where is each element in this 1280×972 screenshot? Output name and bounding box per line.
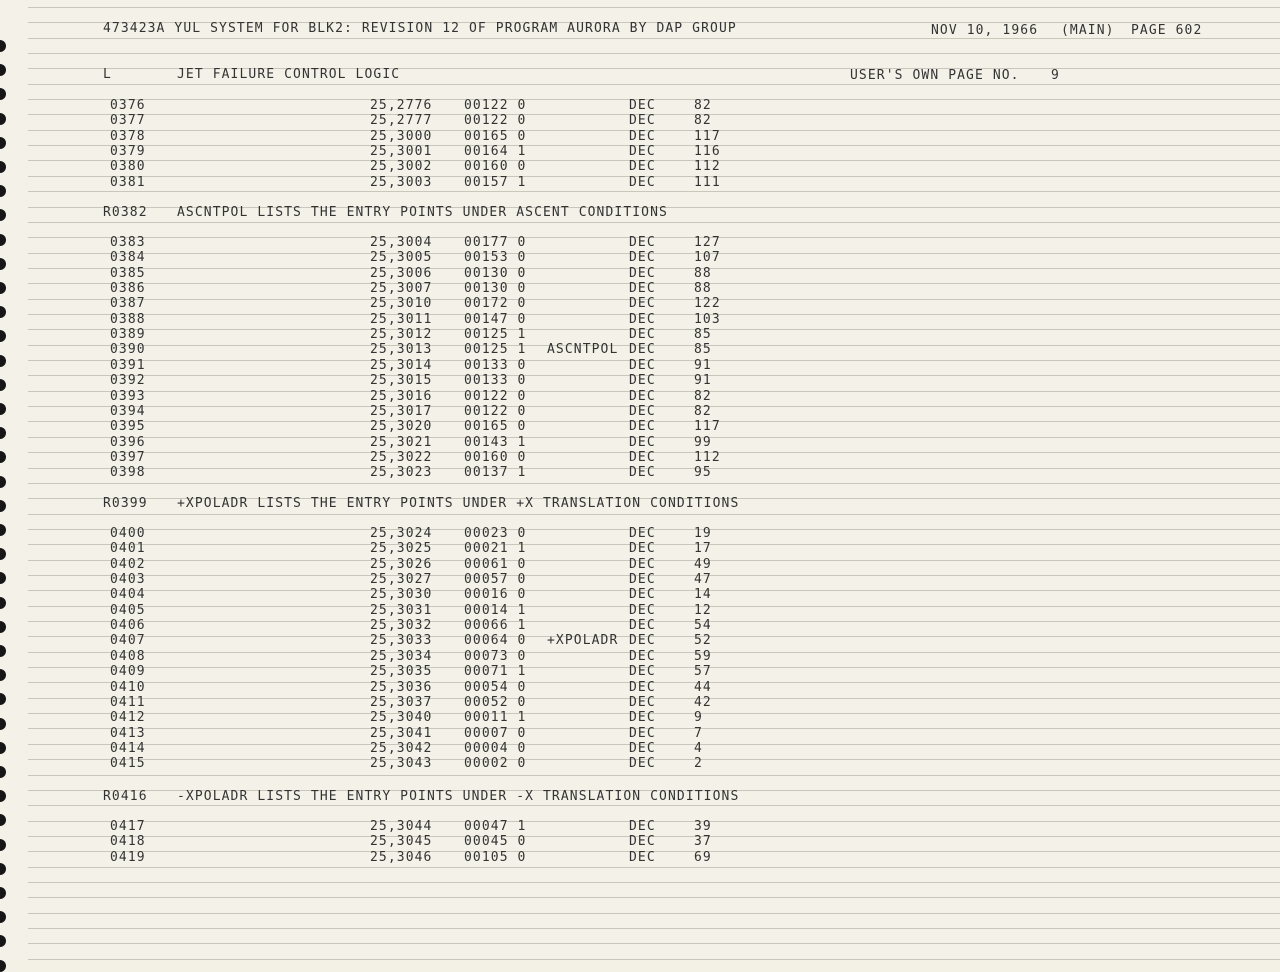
row-word: 00143 1 bbox=[464, 435, 527, 450]
row-op: DEC bbox=[629, 327, 656, 342]
row-word: 00057 0 bbox=[464, 572, 527, 587]
row-op: DEC bbox=[629, 649, 656, 664]
row-addr: 25,3033 bbox=[370, 633, 433, 648]
feed-hole bbox=[0, 403, 6, 415]
row-line: 0394 bbox=[110, 404, 146, 419]
row-val: 47 bbox=[694, 572, 712, 587]
row-addr: 25,3020 bbox=[370, 419, 433, 434]
subheader-title: JET FAILURE CONTROL LOGIC bbox=[177, 67, 401, 82]
row-op: DEC bbox=[629, 144, 656, 159]
row-line: 0402 bbox=[110, 557, 146, 572]
row-addr: 25,3041 bbox=[370, 726, 433, 741]
row-op: DEC bbox=[629, 526, 656, 541]
row-val: 91 bbox=[694, 358, 712, 373]
feed-hole bbox=[0, 282, 6, 294]
row-line: 0392 bbox=[110, 373, 146, 388]
row-val: 42 bbox=[694, 695, 712, 710]
remark-id: R0382 bbox=[103, 205, 148, 220]
feed-hole bbox=[0, 548, 6, 560]
row-word: 00002 0 bbox=[464, 756, 527, 771]
row-addr: 25,3004 bbox=[370, 235, 433, 250]
row-val: 2 bbox=[694, 756, 703, 771]
row-word: 00125 1 bbox=[464, 327, 527, 342]
row-addr: 25,3043 bbox=[370, 756, 433, 771]
row-addr: 25,3007 bbox=[370, 281, 433, 296]
row-op: DEC bbox=[629, 756, 656, 771]
ruled-line bbox=[28, 943, 1280, 944]
row-word: 00153 0 bbox=[464, 250, 527, 265]
row-word: 00054 0 bbox=[464, 680, 527, 695]
row-val: 112 bbox=[694, 159, 721, 174]
feed-hole bbox=[0, 113, 6, 125]
row-addr: 25,3005 bbox=[370, 250, 433, 265]
row-val: 82 bbox=[694, 404, 712, 419]
ruled-line bbox=[28, 514, 1280, 515]
header-title: 473423A YUL SYSTEM FOR BLK2: REVISION 12 OF PROGRAM AURORA BY DAP GROUP bbox=[103, 21, 737, 36]
row-line: 0390 bbox=[110, 342, 146, 357]
feed-hole bbox=[0, 718, 6, 730]
row-line: 0384 bbox=[110, 250, 146, 265]
row-addr: 25,3003 bbox=[370, 175, 433, 190]
row-val: 127 bbox=[694, 235, 721, 250]
row-line: 0411 bbox=[110, 695, 146, 710]
row-val: 7 bbox=[694, 726, 703, 741]
row-line: 0396 bbox=[110, 435, 146, 450]
row-line: 0408 bbox=[110, 649, 146, 664]
row-val: 107 bbox=[694, 250, 721, 265]
row-line: 0419 bbox=[110, 850, 146, 865]
row-word: 00122 0 bbox=[464, 389, 527, 404]
row-op: DEC bbox=[629, 710, 656, 725]
row-word: 00130 0 bbox=[464, 281, 527, 296]
row-word: 00122 0 bbox=[464, 98, 527, 113]
ruled-line bbox=[28, 38, 1280, 39]
ruled-line bbox=[28, 53, 1280, 54]
row-val: 85 bbox=[694, 342, 712, 357]
feed-hole bbox=[0, 427, 6, 439]
row-val: 14 bbox=[694, 587, 712, 602]
row-line: 0404 bbox=[110, 587, 146, 602]
row-val: 112 bbox=[694, 450, 721, 465]
row-addr: 25,3027 bbox=[370, 572, 433, 587]
row-op: DEC bbox=[629, 541, 656, 556]
feed-hole bbox=[0, 597, 6, 609]
row-label: ASCNTPOL bbox=[547, 342, 619, 357]
feed-hole bbox=[0, 693, 6, 705]
row-val: 103 bbox=[694, 312, 721, 327]
row-word: 00066 1 bbox=[464, 618, 527, 633]
row-val: 4 bbox=[694, 741, 703, 756]
feed-hole bbox=[0, 185, 6, 197]
remark-text: -XPOLADR LISTS THE ENTRY POINTS UNDER -X TRANSLATION CONDITIONS bbox=[177, 789, 740, 804]
row-word: 00165 0 bbox=[464, 129, 527, 144]
row-line: 0410 bbox=[110, 680, 146, 695]
subheader-marker: L bbox=[103, 67, 112, 82]
row-op: DEC bbox=[629, 587, 656, 602]
row-val: 122 bbox=[694, 296, 721, 311]
feed-hole bbox=[0, 234, 6, 246]
row-val: 85 bbox=[694, 327, 712, 342]
row-op: DEC bbox=[629, 850, 656, 865]
row-addr: 25,3044 bbox=[370, 819, 433, 834]
remark-text: ASCNTPOL LISTS THE ENTRY POINTS UNDER ASCENT CONDITIONS bbox=[177, 205, 668, 220]
ruled-line bbox=[28, 483, 1280, 484]
feed-hole bbox=[0, 645, 6, 657]
row-addr: 25,3014 bbox=[370, 358, 433, 373]
row-op: DEC bbox=[629, 373, 656, 388]
remark-id: R0416 bbox=[103, 789, 148, 804]
row-val: 82 bbox=[694, 98, 712, 113]
feed-hole bbox=[0, 669, 6, 681]
row-addr: 25,3011 bbox=[370, 312, 433, 327]
row-line: 0388 bbox=[110, 312, 146, 327]
row-word: 00160 0 bbox=[464, 450, 527, 465]
row-word: 00160 0 bbox=[464, 159, 527, 174]
row-val: 82 bbox=[694, 113, 712, 128]
row-op: DEC bbox=[629, 250, 656, 265]
row-line: 0417 bbox=[110, 819, 146, 834]
row-addr: 25,3045 bbox=[370, 834, 433, 849]
feed-hole bbox=[0, 355, 6, 367]
row-addr: 25,3017 bbox=[370, 404, 433, 419]
ruled-line bbox=[28, 805, 1280, 806]
row-op: DEC bbox=[629, 266, 656, 281]
row-line: 0380 bbox=[110, 159, 146, 174]
row-addr: 25,3016 bbox=[370, 389, 433, 404]
row-op: DEC bbox=[629, 465, 656, 480]
row-line: 0395 bbox=[110, 419, 146, 434]
row-val: 9 bbox=[694, 710, 703, 725]
feed-hole bbox=[0, 621, 6, 633]
feed-hole bbox=[0, 476, 6, 488]
row-line: 0413 bbox=[110, 726, 146, 741]
row-addr: 25,3015 bbox=[370, 373, 433, 388]
row-line: 0376 bbox=[110, 98, 146, 113]
header-date: NOV 10, 1966 bbox=[931, 23, 1039, 38]
row-op: DEC bbox=[629, 557, 656, 572]
row-op: DEC bbox=[629, 312, 656, 327]
row-addr: 25,3012 bbox=[370, 327, 433, 342]
row-op: DEC bbox=[629, 281, 656, 296]
row-val: 116 bbox=[694, 144, 721, 159]
feed-hole bbox=[0, 137, 6, 149]
row-word: 00064 0 bbox=[464, 633, 527, 648]
row-op: DEC bbox=[629, 358, 656, 373]
feed-hole bbox=[0, 911, 6, 923]
row-word: 00177 0 bbox=[464, 235, 527, 250]
feed-hole bbox=[0, 935, 6, 947]
row-val: 88 bbox=[694, 281, 712, 296]
feed-hole bbox=[0, 524, 6, 536]
row-line: 0381 bbox=[110, 175, 146, 190]
row-addr: 25,3023 bbox=[370, 465, 433, 480]
row-val: 52 bbox=[694, 633, 712, 648]
row-op: DEC bbox=[629, 113, 656, 128]
row-line: 0385 bbox=[110, 266, 146, 281]
feed-hole bbox=[0, 742, 6, 754]
row-val: 95 bbox=[694, 465, 712, 480]
row-word: 00023 0 bbox=[464, 526, 527, 541]
row-op: DEC bbox=[629, 342, 656, 357]
row-word: 00157 1 bbox=[464, 175, 527, 190]
feed-hole bbox=[0, 790, 6, 802]
row-op: DEC bbox=[629, 389, 656, 404]
feed-hole bbox=[0, 451, 6, 463]
feed-hole bbox=[0, 258, 6, 270]
row-word: 00047 1 bbox=[464, 819, 527, 834]
row-addr: 25,3002 bbox=[370, 159, 433, 174]
row-val: 59 bbox=[694, 649, 712, 664]
row-word: 00122 0 bbox=[464, 404, 527, 419]
row-line: 0415 bbox=[110, 756, 146, 771]
row-addr: 25,3000 bbox=[370, 129, 433, 144]
row-word: 00130 0 bbox=[464, 266, 527, 281]
row-addr: 25,3022 bbox=[370, 450, 433, 465]
row-op: DEC bbox=[629, 175, 656, 190]
feed-hole bbox=[0, 814, 6, 826]
feed-hole bbox=[0, 839, 6, 851]
row-word: 00147 0 bbox=[464, 312, 527, 327]
row-addr: 25,3037 bbox=[370, 695, 433, 710]
row-val: 69 bbox=[694, 850, 712, 865]
row-val: 37 bbox=[694, 834, 712, 849]
feed-hole bbox=[0, 88, 6, 100]
row-val: 49 bbox=[694, 557, 712, 572]
row-word: 00004 0 bbox=[464, 741, 527, 756]
row-word: 00165 0 bbox=[464, 419, 527, 434]
row-word: 00125 1 bbox=[464, 342, 527, 357]
feed-hole bbox=[0, 500, 6, 512]
row-op: DEC bbox=[629, 664, 656, 679]
row-val: 88 bbox=[694, 266, 712, 281]
row-addr: 25,3035 bbox=[370, 664, 433, 679]
row-op: DEC bbox=[629, 404, 656, 419]
row-op: DEC bbox=[629, 296, 656, 311]
row-line: 0403 bbox=[110, 572, 146, 587]
ruled-line bbox=[28, 84, 1280, 85]
row-val: 117 bbox=[694, 129, 721, 144]
row-word: 00014 1 bbox=[464, 603, 527, 618]
row-line: 0407 bbox=[110, 633, 146, 648]
row-val: 57 bbox=[694, 664, 712, 679]
row-line: 0387 bbox=[110, 296, 146, 311]
row-line: 0377 bbox=[110, 113, 146, 128]
row-op: DEC bbox=[629, 98, 656, 113]
row-addr: 25,3031 bbox=[370, 603, 433, 618]
ruled-line bbox=[28, 867, 1280, 868]
row-op: DEC bbox=[629, 726, 656, 741]
feed-hole bbox=[0, 209, 6, 221]
row-addr: 25,3026 bbox=[370, 557, 433, 572]
row-val: 54 bbox=[694, 618, 712, 633]
row-addr: 25,3021 bbox=[370, 435, 433, 450]
feed-hole bbox=[0, 330, 6, 342]
users-page-number: 9 bbox=[1051, 68, 1060, 83]
row-line: 0406 bbox=[110, 618, 146, 633]
row-val: 111 bbox=[694, 175, 721, 190]
row-word: 00007 0 bbox=[464, 726, 527, 741]
row-word: 00172 0 bbox=[464, 296, 527, 311]
row-line: 0397 bbox=[110, 450, 146, 465]
feed-hole bbox=[0, 887, 6, 899]
ruled-line bbox=[28, 897, 1280, 898]
row-addr: 25,2776 bbox=[370, 98, 433, 113]
row-addr: 25,2777 bbox=[370, 113, 433, 128]
feed-hole bbox=[0, 379, 6, 391]
row-line: 0383 bbox=[110, 235, 146, 250]
row-line: 0418 bbox=[110, 834, 146, 849]
feed-hole bbox=[0, 863, 6, 875]
row-line: 0389 bbox=[110, 327, 146, 342]
row-addr: 25,3025 bbox=[370, 541, 433, 556]
feed-hole bbox=[0, 306, 6, 318]
row-word: 00071 1 bbox=[464, 664, 527, 679]
row-line: 0378 bbox=[110, 129, 146, 144]
row-op: DEC bbox=[629, 450, 656, 465]
feed-hole bbox=[0, 960, 6, 972]
ruled-line bbox=[28, 882, 1280, 883]
ruled-line bbox=[28, 222, 1280, 223]
remark-text: +XPOLADR LISTS THE ENTRY POINTS UNDER +X TRANSLATION CONDITIONS bbox=[177, 496, 740, 511]
row-word: 00133 0 bbox=[464, 358, 527, 373]
row-op: DEC bbox=[629, 159, 656, 174]
row-line: 0391 bbox=[110, 358, 146, 373]
row-addr: 25,3024 bbox=[370, 526, 433, 541]
row-val: 99 bbox=[694, 435, 712, 450]
row-label: +XPOLADR bbox=[547, 633, 619, 648]
row-word: 00164 1 bbox=[464, 144, 527, 159]
row-op: DEC bbox=[629, 741, 656, 756]
row-op: DEC bbox=[629, 235, 656, 250]
feed-hole bbox=[0, 64, 6, 76]
row-op: DEC bbox=[629, 834, 656, 849]
row-line: 0393 bbox=[110, 389, 146, 404]
row-op: DEC bbox=[629, 633, 656, 648]
row-op: DEC bbox=[629, 680, 656, 695]
row-addr: 25,3040 bbox=[370, 710, 433, 725]
row-addr: 25,3010 bbox=[370, 296, 433, 311]
row-line: 0412 bbox=[110, 710, 146, 725]
row-word: 00105 0 bbox=[464, 850, 527, 865]
row-word: 00137 1 bbox=[464, 465, 527, 480]
row-val: 44 bbox=[694, 680, 712, 695]
ruled-line bbox=[28, 913, 1280, 914]
ruled-line bbox=[28, 928, 1280, 929]
row-op: DEC bbox=[629, 603, 656, 618]
row-addr: 25,3042 bbox=[370, 741, 433, 756]
row-word: 00052 0 bbox=[464, 695, 527, 710]
row-line: 0405 bbox=[110, 603, 146, 618]
feed-hole bbox=[0, 766, 6, 778]
row-addr: 25,3032 bbox=[370, 618, 433, 633]
header-page: PAGE 602 bbox=[1131, 23, 1203, 38]
row-val: 91 bbox=[694, 373, 712, 388]
row-line: 0400 bbox=[110, 526, 146, 541]
row-op: DEC bbox=[629, 618, 656, 633]
row-val: 19 bbox=[694, 526, 712, 541]
feed-hole bbox=[0, 572, 6, 584]
row-addr: 25,3036 bbox=[370, 680, 433, 695]
ruled-line bbox=[28, 191, 1280, 192]
row-op: DEC bbox=[629, 695, 656, 710]
row-word: 00011 1 bbox=[464, 710, 527, 725]
ruled-line bbox=[28, 7, 1280, 8]
row-addr: 25,3046 bbox=[370, 850, 433, 865]
row-addr: 25,3013 bbox=[370, 342, 433, 357]
row-word: 00021 1 bbox=[464, 541, 527, 556]
row-addr: 25,3006 bbox=[370, 266, 433, 281]
row-line: 0409 bbox=[110, 664, 146, 679]
row-word: 00133 0 bbox=[464, 373, 527, 388]
row-word: 00016 0 bbox=[464, 587, 527, 602]
row-word: 00061 0 bbox=[464, 557, 527, 572]
remark-id: R0399 bbox=[103, 496, 148, 511]
row-addr: 25,3030 bbox=[370, 587, 433, 602]
ruled-line bbox=[28, 775, 1280, 776]
row-line: 0398 bbox=[110, 465, 146, 480]
ruled-line bbox=[28, 959, 1280, 960]
row-line: 0401 bbox=[110, 541, 146, 556]
users-page-label: USER'S OWN PAGE NO. bbox=[850, 68, 1020, 83]
row-line: 0386 bbox=[110, 281, 146, 296]
row-word: 00045 0 bbox=[464, 834, 527, 849]
row-op: DEC bbox=[629, 572, 656, 587]
row-line: 0414 bbox=[110, 741, 146, 756]
row-val: 82 bbox=[694, 389, 712, 404]
row-word: 00122 0 bbox=[464, 113, 527, 128]
row-op: DEC bbox=[629, 435, 656, 450]
row-op: DEC bbox=[629, 419, 656, 434]
row-val: 12 bbox=[694, 603, 712, 618]
feed-hole bbox=[0, 161, 6, 173]
row-op: DEC bbox=[629, 819, 656, 834]
row-word: 00073 0 bbox=[464, 649, 527, 664]
row-addr: 25,3001 bbox=[370, 144, 433, 159]
row-val: 17 bbox=[694, 541, 712, 556]
header-section: (MAIN) bbox=[1061, 23, 1115, 38]
feed-hole bbox=[0, 40, 6, 52]
row-val: 39 bbox=[694, 819, 712, 834]
row-val: 117 bbox=[694, 419, 721, 434]
row-op: DEC bbox=[629, 129, 656, 144]
row-line: 0379 bbox=[110, 144, 146, 159]
row-addr: 25,3034 bbox=[370, 649, 433, 664]
